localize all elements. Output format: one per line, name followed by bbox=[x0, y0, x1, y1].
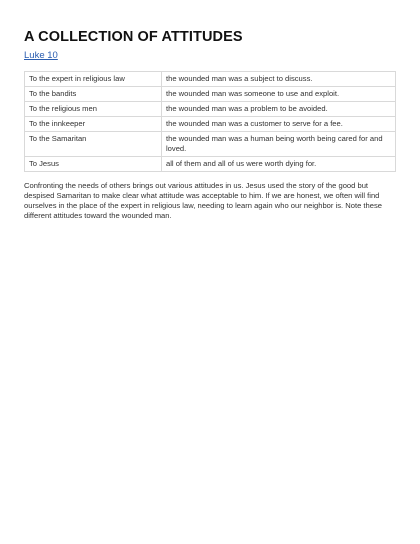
table-row bbox=[25, 132, 396, 157]
table-cell-who: To the bandits bbox=[25, 87, 162, 102]
table-cell-who: To the Samaritan bbox=[25, 132, 162, 157]
table-cell-attitude: the wounded man was a subject to discuss. bbox=[162, 72, 396, 87]
table-cell-attitude: the wounded man was a problem to be avoided. bbox=[162, 102, 396, 117]
table-cell-attitude: the wounded man was a human being worth being cared for and loved. bbox=[162, 132, 396, 157]
table-cell-who: To the religious men bbox=[25, 102, 162, 117]
table-cell-who: To the innkeeper bbox=[25, 117, 162, 132]
table-row bbox=[25, 102, 396, 117]
table-row bbox=[25, 72, 396, 87]
table-cell-attitude: all of them and all of us were worth dying for. bbox=[162, 157, 396, 172]
scripture-reference-link[interactable]: Luke 10 bbox=[24, 50, 58, 61]
table-cell-who: To Jesus bbox=[25, 157, 162, 172]
table-row bbox=[25, 87, 396, 102]
table-cell-attitude: the wounded man was someone to use and exploit. bbox=[162, 87, 396, 102]
document-page bbox=[24, 29, 396, 221]
table-row bbox=[25, 117, 396, 132]
page-title: A COLLECTION OF ATTITUDES bbox=[24, 29, 243, 45]
body-paragraph: Confronting the needs of others brings out various attitudes in us. Jesus used the story of the good but despised Samaritan to make clear what attitude was acceptable to him. If we are honest, we often will find ourselves in the place of the expert in religious law, needing to learn again who our neighbor is. Note these different attitudes toward the wounded man. bbox=[24, 181, 382, 220]
table-row bbox=[25, 157, 396, 172]
attitudes-table bbox=[24, 71, 396, 172]
table-cell-attitude: the wounded man was a customer to serve for a fee. bbox=[162, 117, 396, 132]
table-cell-who: To the expert in religious law bbox=[25, 72, 162, 87]
